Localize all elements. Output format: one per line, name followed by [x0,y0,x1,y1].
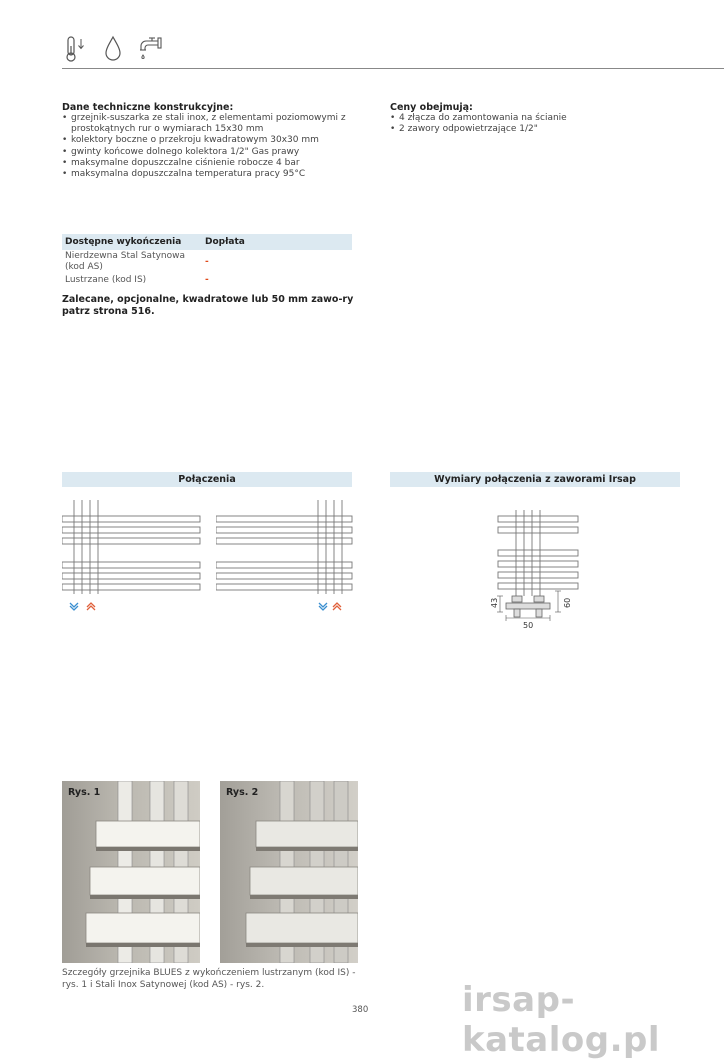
prices-title: Ceny obejmują: [390,102,473,113]
table-header: Dopłata [202,234,352,250]
watermark: irsap-katalog.pl [462,980,661,1060]
list-item: • 2 zawory odpowietrzające 1/2" [390,124,680,135]
tech-section [62,102,354,180]
photo-label: Rys. 1 [68,787,101,798]
list-item: • maksymalna dopuszczalna temperatura pracy 95°C [62,169,354,180]
finish-name: Lustrzane (kod IS) [65,275,147,285]
header-divider [62,68,724,69]
photo-label: Rys. 2 [226,787,259,798]
photo-caption: Szczegóły grzejnika BLUES z wykończeniem lustrzanym (kod IS) - rys. 1 i Stali Inox Satynowej (kod AS) - rys. 2. [62,968,356,990]
tech-title: Dane techniczne konstrukcyjne: [62,102,234,113]
list-item: • kolektory boczne o przekroju kwadratowym 30x30 mm [62,135,354,146]
tech-list [62,113,354,180]
list-item: • 4 złącza do zamontowania na ścianie [390,113,680,124]
list-item: • grzejnik-suszarka ze stali inox, z elementami poziomowymi z prostokątnych rur o wymiarach 15x30 mm [62,113,354,135]
finish-surcharge: - [205,256,209,267]
finish-name: Nierdzewna Stal Satynowa (kod AS) [65,251,186,272]
faucet-icon [136,34,168,64]
dimension-label-60: 60 [563,597,572,608]
thermometer-down-icon [62,34,88,64]
dimension-label-50: 50 [523,621,534,630]
water-drop-icon [102,34,124,64]
photo-rys-2 [220,781,358,963]
prices-list [390,113,680,135]
dimension-label-43: 43 [490,597,499,608]
table-header: Dostępne wykończenia [62,234,202,250]
list-item: • maksymalne dopuszczalne ciśnienie robocze 4 bar [62,158,354,169]
connections-header: Połączenia [62,472,352,487]
page-number: 380 [352,1005,369,1015]
connection-diagram-right [216,496,356,620]
dimensions-diagram [486,508,586,636]
list-item: • gwinty końcowe dolnego kolektora 1/2" Gas prawy [62,147,354,158]
recommendation-text: Zalecane, opcjonalne, kwadratowe lub 50 mm zawo-ry patrz strona 516. [62,294,354,317]
connection-diagram-left [62,496,202,620]
photo-rys-1 [62,781,200,963]
table-row [62,274,352,287]
finish-surcharge: - [205,275,209,285]
prices-section [390,102,680,135]
finishes-table [62,234,352,287]
table-row [62,250,352,274]
dimensions-header: Wymiary połączenia z zaworami Irsap [390,472,680,487]
